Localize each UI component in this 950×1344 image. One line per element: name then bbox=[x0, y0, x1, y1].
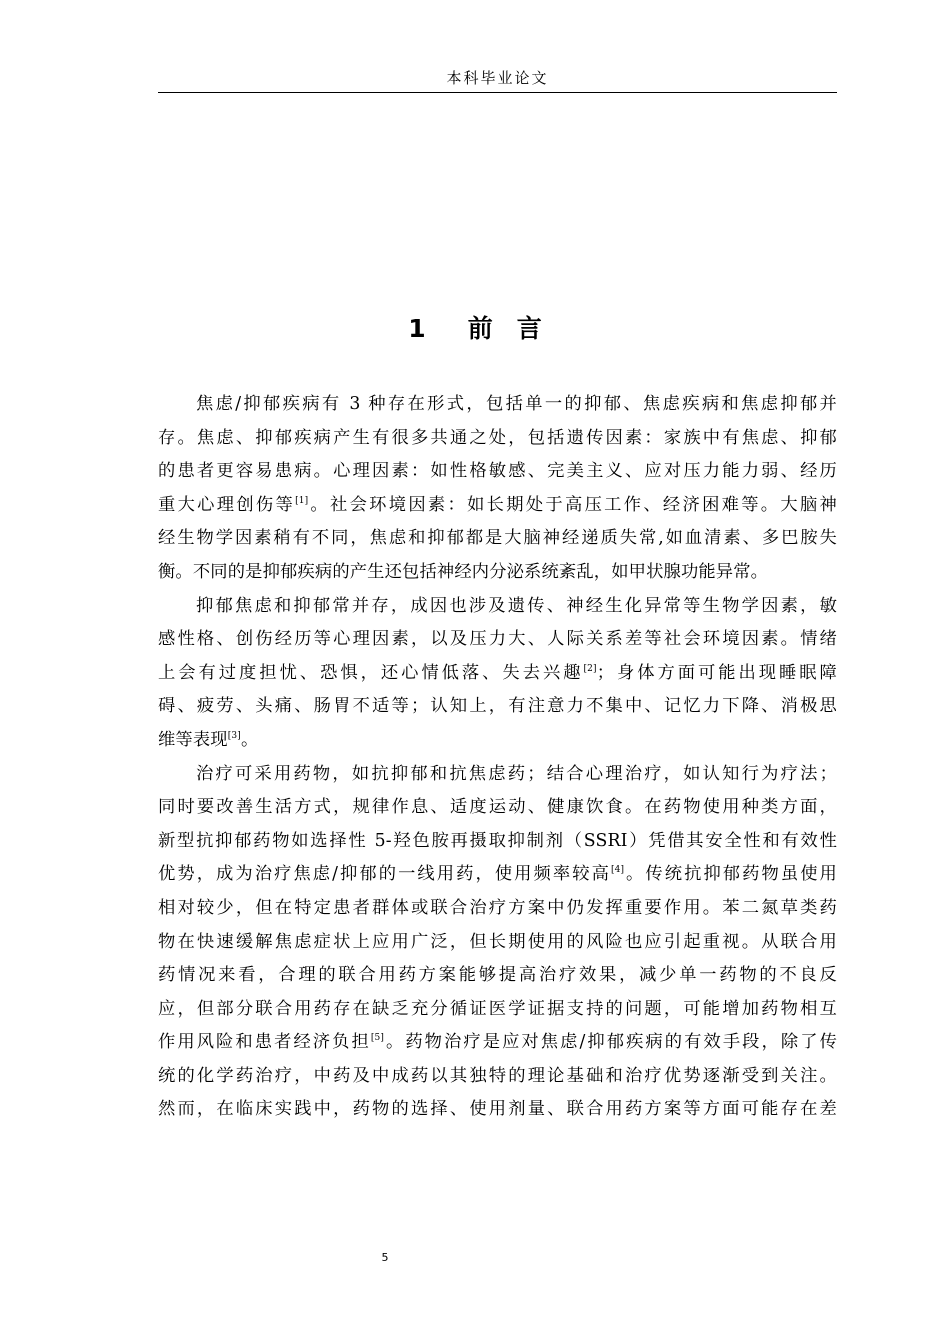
paragraph-2-line bbox=[158, 690, 837, 724]
paragraph-3-line bbox=[158, 791, 837, 825]
text-run: 。社会环境因素：如长期处于高压工作、经济困难等。大脑神 bbox=[308, 494, 837, 515]
paragraph-1-line bbox=[158, 455, 837, 489]
text-run: 上会有过度担忧、恐惧，还心情低落、失去兴趣 bbox=[158, 662, 584, 683]
page-number: 5 bbox=[381, 1251, 389, 1264]
header-rule bbox=[158, 92, 837, 93]
section-number: 1 bbox=[408, 314, 426, 343]
paragraph-1-line bbox=[158, 422, 837, 456]
text-run: 优势，成为治疗焦虑/抑郁的一线用药，使用频率较高 bbox=[158, 864, 611, 885]
text-run: 作用风险和患者经济负担 bbox=[158, 1032, 371, 1053]
text-run: 新型抗抑郁药物如选择性 5-羟色胺再摄取抑制剂（SSRI）凭借其安全性和有效性 bbox=[158, 830, 837, 851]
citation-ref[interactable]: [1] bbox=[295, 495, 309, 506]
paragraph-3-line bbox=[158, 993, 837, 1027]
paragraph-3-line bbox=[158, 825, 837, 859]
paragraph-3-line bbox=[158, 1026, 837, 1060]
paragraph-1-line bbox=[158, 522, 837, 556]
paragraph-3-line bbox=[158, 959, 837, 993]
text-run: 重大心理创伤等 bbox=[158, 494, 296, 515]
text-run: 。 bbox=[240, 729, 259, 750]
citation-ref[interactable]: [2] bbox=[583, 663, 597, 674]
paragraph-2-line bbox=[158, 724, 837, 758]
citation-ref[interactable]: [3] bbox=[227, 730, 241, 741]
text-run: 存。焦虑、抑郁疾病产生有很多共通之处，包括遗传因素：家族中有焦虑、抑郁 bbox=[158, 427, 837, 448]
paragraph-1-line bbox=[158, 388, 837, 422]
text-run: 经生物学因素稍有不同，焦虑和抑郁都是大脑神经递质失常,如血清素、多巴胺失 bbox=[158, 528, 837, 549]
text-run: 然而，在临床实践中，药物的选择、使用剂量、联合用药方案等方面可能存在差 bbox=[158, 1099, 837, 1120]
text-run: 抑郁焦虑和抑郁常并存，成因也涉及遗传、神经生化异常等生物学因素，敏 bbox=[196, 595, 837, 616]
paragraph-3-line bbox=[158, 892, 837, 926]
text-run: 感性格、创伤经历等心理因素，以及压力大、人际关系差等社会环境因素。情绪 bbox=[158, 629, 837, 650]
body-text bbox=[158, 388, 837, 1127]
text-run: 物在快速缓解焦虑症状上应用广泛，但长期使用的风险也应引起重视。从联合用 bbox=[158, 931, 837, 952]
text-run: 药情况来看，合理的联合用药方案能够提高治疗效果，减少单一药物的不良反 bbox=[158, 965, 837, 986]
text-run: 焦虑/抑郁疾病有 3 种存在形式，包括单一的抑郁、焦虑疾病和焦虑抑郁并 bbox=[196, 394, 837, 414]
text-run: 同时要改善生活方式，规律作息、适度运动、健康饮食。在药物使用种类方面， bbox=[158, 797, 837, 818]
text-run: 统的化学药治疗，中药及中成药以其独特的理论基础和治疗优势逐渐受到关注。 bbox=[158, 1065, 837, 1086]
paragraph-3-line bbox=[158, 1060, 837, 1094]
paragraph-3-line bbox=[158, 858, 837, 892]
text-run: 维等表现 bbox=[158, 729, 228, 750]
paragraph-2-line bbox=[158, 590, 837, 624]
text-run: 碍、疲劳、头痛、肠胃不适等；认知上，有注意力不集中、记忆力下降、消极思 bbox=[158, 696, 837, 717]
section-title-char-1: 前 bbox=[467, 314, 493, 343]
text-run: 。传统抗抑郁药物虽使用 bbox=[624, 864, 837, 885]
text-run: ；身体方面可能出现睡眠障 bbox=[596, 662, 837, 683]
paragraph-1-line bbox=[158, 489, 837, 523]
citation-ref[interactable]: [4] bbox=[610, 865, 625, 876]
paragraph-2-line bbox=[158, 657, 837, 691]
citation-ref[interactable]: [5] bbox=[370, 1033, 385, 1044]
running-header: 本科毕业论文 bbox=[446, 69, 549, 87]
text-run: 。药物治疗是应对焦虑/抑郁疾病的有效手段，除了传 bbox=[384, 1032, 837, 1053]
text-run: 治疗可采用药物，如抗抑郁和抗焦虑药；结合心理治疗，如认知行为疗法； bbox=[196, 763, 837, 784]
paragraph-3-line bbox=[158, 758, 837, 792]
text-run: 衡。不同的是抑郁疾病的产生还包括神经内分泌系统紊乱，如甲状腺功能异常。 bbox=[158, 561, 769, 582]
paragraph-2-line bbox=[158, 623, 837, 657]
section-title bbox=[0, 311, 950, 347]
text-run: 的患者更容易患病。心理因素：如性格敏感、完美主义、应对压力能力弱、经历 bbox=[158, 461, 837, 482]
paragraph-3-line bbox=[158, 926, 837, 960]
paragraph-1-line bbox=[158, 556, 837, 590]
text-run: 应，但部分联合用药存在缺乏充分循证医学证据支持的问题，可能增加药物相互 bbox=[158, 998, 837, 1019]
section-title-char-2: 言 bbox=[516, 314, 542, 343]
text-run: 相对较少，但在特定患者群体或联合治疗方案中仍发挥重要作用。苯二氮草类药 bbox=[158, 897, 837, 918]
paragraph-3-line bbox=[158, 1093, 837, 1127]
